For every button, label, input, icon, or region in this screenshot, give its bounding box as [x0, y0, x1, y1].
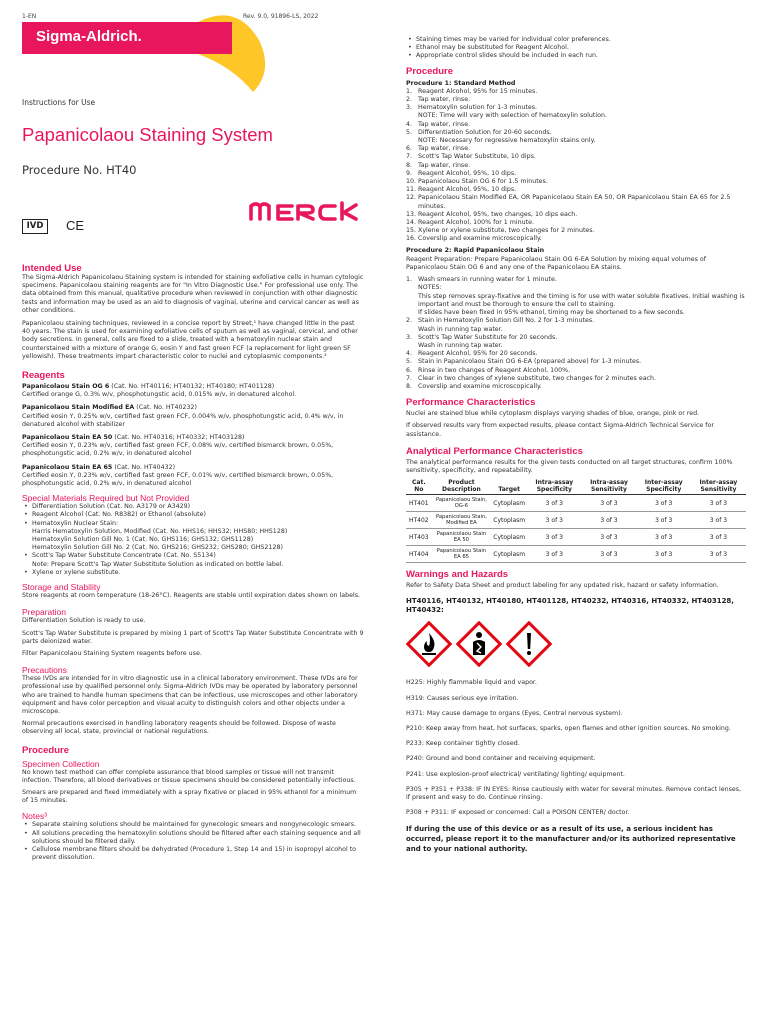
analytical-text: The analytical performance results for the given tests conducted on all target structures, confirm 100% sensitivity, specificity, and repeatability. [406, 458, 733, 474]
table-row [406, 546, 746, 563]
table-cell: 3 of 3 [527, 512, 581, 529]
merck-logo [248, 200, 360, 222]
step-item: 7. Clear in two changes of xylene substitute, two changes for 2 minutes each. [406, 374, 657, 382]
special-materials-heading: Special Materials Required but Not Provided [22, 493, 190, 504]
procedure-heading: Procedure [22, 744, 69, 756]
step-item: 6. Rinse in two changes of Reagent Alcohol, 100%. [406, 366, 571, 374]
step-item: 5. Stain in Papanicolaou Stain OG 6-EA (prepared above) for 1-3 minutes. [406, 358, 642, 366]
notes-heading: Notes³ [22, 811, 48, 822]
table-cell: 3 of 3 [581, 512, 636, 529]
hazard-statement: H225: Highly flammable liquid and vapor. [406, 679, 537, 687]
hazard-statement: P233: Keep container tightly closed. [406, 740, 520, 748]
table-cell: Papanicolaou Stain EA 50 [432, 529, 492, 546]
intended-use-text-2: Papanicolaou staining techniques, reviewed in a concise report by Street,¹ have changed little in the past 40 years. The stain is used for examining exfoliative cells of sputum as well as vaginal, cervical, and other body secretions. In general, cells are fixed to a slide, treated with a hematoxylin nuclear stain and counterstained with a mixture of orange G, eosin Y and fast green FCF (a replacement for light green SF yellowish). These treatments impart characteristic color to nuclei and cytoplasmic components.² [22, 320, 358, 360]
list-item: • All solutions preceding the hematoxylin solutions should be filtered after each staining sequence and all solutions should be filtered daily. [22, 830, 364, 846]
column-header: Target [491, 478, 527, 495]
warnings-heading: Warnings and Hazards [406, 569, 509, 581]
step-item: 2. Stain in Hematoxylin Solution Gill No. 2 for 1-3 minutes. Wash in running tap water. [406, 317, 595, 333]
table-cell: 3 of 3 [581, 495, 636, 512]
reagent-name: Papanicolaou Stain Modified EA [22, 404, 135, 412]
ce-mark: CE [66, 218, 85, 233]
storage-text: Store reagents at room temperature (18-26°C). Reagents are stable until expiration dates shown on labels. [22, 592, 361, 600]
table-cell: HT404 [406, 546, 432, 563]
reagent-name: Papanicolaou Stain EA 50 [22, 434, 113, 442]
reagent-desc: Certified eosin Y, 0.23% w/v, certified fast green FCF, 0.08% w/v, certified bismarck brown, 0.05%, phosphotungstic acid, 0.2% w/v, in denatured alcohol [22, 442, 334, 458]
list-item: • Staining times may be varied for individual color preferences. [406, 36, 746, 44]
hazard-statement: P305 + P351 + P338: IF IN EYES: Rinse cautiously with water for several minutes. Remove contact lenses, if present and easy to do. Continue rinsing. [406, 785, 742, 801]
table-cell: 3 of 3 [581, 546, 636, 563]
table-cell: Papanicolaou Stain EA 65 [432, 546, 492, 563]
list-item: • Reagent Alcohol (Cat. No. R8382) or Ethanol (absolute) [22, 511, 364, 519]
table-cell: HT402 [406, 512, 432, 529]
step-item: 3. Hematoxylin solution for 1-3 minutes. NOTE: Time will vary with selection of hematoxylin solution. [406, 104, 607, 120]
column-header: Inter-assay Sensitivity [691, 478, 746, 495]
brand-logo: Sigma-Aldrich. [36, 28, 142, 45]
reagent-item [22, 404, 364, 429]
table-row [406, 529, 746, 546]
performance-text: Nuclei are stained blue while cytoplasm displays varying shades of blue, orange, pink or red. [406, 410, 700, 418]
reagent-desc: Certified eosin Y, 0.25% w/v, certified fast green FCF, 0.004% w/v, phosphotungstic acid, 0.4% w/v, in denatured alcohol with stabilizer [22, 412, 344, 428]
specimen-heading: Specimen Collection [22, 758, 100, 769]
specimen-text: Smears are prepared and fixed immediately with a spray fixative or placed in 95% ethanol for a minimum of 15 minutes. [22, 788, 357, 805]
table-cell: 3 of 3 [691, 546, 746, 563]
performance-heading: Performance Characteristics [406, 397, 536, 409]
reagent-desc: Certified orange G, 0.3% w/v, phosphotungstic acid, 0.015% w/v, in denatured alcohol. [22, 391, 297, 399]
step-item: 10. Papanicolaou Stain OG 6 for 1.5 minutes. [406, 178, 548, 186]
step-item: 14. Reagent Alcohol, 100% for 1 minute. [406, 219, 535, 227]
table-cell: Cytoplasm [491, 546, 527, 563]
step-item: 9. Reagent Alcohol, 95%, 10 dips. [406, 169, 517, 177]
preparation-text: Filter Papanicolaou Staining System reagents before use. [22, 649, 202, 657]
flame-pictogram-icon [406, 621, 452, 667]
page-number: 1-EN [22, 13, 37, 20]
list-item: • Scott's Tap Water Substitute Concentrate (Cat. No. S5134) Note: Prepare Scott's Tap Water Substitute Solution as indicated on bottle label. [22, 552, 364, 568]
procedure2-prep: Reagent Preparation: Prepare Papanicolaou Stain OG 6-EA Solution by mixing equal volumes of Papanicolaou Stain OG 6 and any one of the Papanicolaou EA stains. [406, 255, 706, 272]
table-cell: 3 of 3 [637, 512, 691, 529]
exclamation-pictogram-icon [506, 621, 552, 667]
step-item: 12. Papanicolaou Stain Modified EA, OR Papanicolaou Stain EA 50, OR Papanicolaou Stain EA 65 for 2.5 minutes. [406, 194, 731, 210]
table-cell: Papanicolaou Stain, Modified EA [432, 512, 492, 529]
list-item: • Ethanol may be substituted for Reagent Alcohol. [406, 44, 746, 52]
reagent-item [22, 434, 364, 459]
procedure-number: Procedure No. HT40 [22, 163, 137, 177]
specimen-text: No known test method can offer complete assurance that blood samples or tissue will not transmit infection. Therefore, all blood derivatives or tissue specimens should be considered potentially infectious. [22, 768, 356, 784]
reagent-item [22, 383, 364, 399]
ghs-pictograms [406, 621, 746, 671]
procedure-heading-right: Procedure [406, 65, 453, 77]
table-cell: 3 of 3 [691, 495, 746, 512]
reagents-heading: Reagents [22, 370, 65, 382]
table-cell: Cytoplasm [491, 495, 527, 512]
list-item: • Cellulose membrane filters should be dehydrated (Procedure 1, Step 14 and 15) in isopropyl alcohol to prevent dissolution. [22, 846, 364, 862]
table-cell: 3 of 3 [581, 529, 636, 546]
step-item: 13. Reagent Alcohol, 95%, two changes, 10 dips each. [406, 210, 578, 218]
reagent-cat: (Cat. No. HT40316; HT40332; HT403128) [112, 434, 245, 442]
table-cell: 3 of 3 [691, 529, 746, 546]
step-item: 1. Wash smears in running water for 1 minute. NOTES: This step removes spray-fixative and the timing is for use with water soluble fixatives. Initial washing is important and must be thorough to ensure the cell to staining. If slides have been fixed in 95% ethanol, timing may be shortened to a few seconds. [406, 276, 745, 317]
precautions-heading: Precautions [22, 665, 67, 676]
column-header: Product Description [432, 478, 492, 495]
step-item: 8. Coverslip and examine microscopically. [406, 382, 542, 390]
list-item: • Separate staining solutions should be maintained for gynecologic smears and nongynecologic smears. [22, 821, 364, 829]
ivd-symbol: IVD [22, 219, 48, 234]
step-item: 8. Tap water, rinse. [406, 161, 471, 169]
step-item: 5. Differentiation Solution for 20-60 seconds. NOTE: Necessary for regressive hematoxylin stains only. [406, 128, 596, 145]
column-header: Inter-assay Specificity [637, 478, 691, 495]
page-title: Papanicolaou Staining System [22, 124, 273, 145]
column-header: Intra-assay Sensitivity [581, 478, 636, 495]
step-item: 4. Reagent Alcohol, 95% for 20 seconds. [406, 350, 538, 358]
reagent-cat: (Cat. No. HT40432) [112, 463, 176, 471]
reagent-item [22, 464, 364, 489]
column-header: Cat. No [406, 478, 432, 495]
table-cell: HT401 [406, 495, 432, 512]
hazard-statement: P210: Keep away from heat, hot surfaces, sparks, open flames and other ignition sources. No smoking. [406, 724, 731, 732]
table-row [406, 495, 746, 512]
step-item: 16. Coverslip and examine microscopically. [406, 235, 542, 243]
health-hazard-pictogram-icon [456, 621, 502, 667]
reagent-cat: (Cat. No. HT40232) [134, 404, 197, 412]
reagent-name: Papanicolaou Stain OG 6 [22, 383, 110, 391]
table-cell: 3 of 3 [527, 495, 581, 512]
precautions-text: Normal precautions exercised in handling laboratory reagents should be followed. Dispose of waste observing all local, state, provincial or national regulations. [22, 720, 336, 736]
step-item: 4. Tap water, rinse. [406, 120, 471, 128]
table-cell: Cytoplasm [491, 529, 527, 546]
step-item: 7. Scott's Tap Water Substitute, 10 dips. [406, 153, 536, 161]
precautions-text: These IVDs are intended for in vitro diagnostic use in a clinical laboratory environment. These IVDs are for professional use by qualified personnel only. Sigma-Aldrich IVDs may be operated by laboratory personnel who are trained to handle human specimens that can be infectious, use microscopes and other laboratory equipment and have color perception and visual acuity to distinguish colors and other objects under a microscope. [22, 675, 358, 715]
analytical-heading: Analytical Performance Characteristics [406, 445, 583, 457]
table-cell: 3 of 3 [637, 546, 691, 563]
revision-label: Rev. 9.0, 91896-LS, 2022 [243, 13, 319, 20]
step-item: 1. Reagent Alcohol, 95% for 15 minutes. [406, 87, 538, 95]
procedure2-heading: Procedure 2: Rapid Papanicolaou Stain [406, 246, 545, 254]
step-item: 6. Tap water, rinse. [406, 145, 471, 153]
list-item: • Appropriate control slides should be included in each run. [406, 52, 746, 60]
table-cell: 3 of 3 [527, 546, 581, 563]
list-item: • Hematoxylin Nuclear Stain: Harris Hematoxylin Solution, Modified (Cat. No. HHS16; HHS32; HHS80; HHS128) Hematoxylin Solution Gill No. 1 (Cat. No. GHS116; GHS132; GHS1128) Hematoxylin Solution Gill No. 2 (Cat. No. GHS216; GHS232; GHS280; GHS2128) [22, 520, 364, 553]
table-cell: Papanicolaou Stain, OG-6 [432, 495, 492, 512]
hazard-statement: H319: Causes serious eye irritation. [406, 694, 519, 702]
table-row [406, 512, 746, 529]
document-type: Instructions for Use [22, 98, 96, 107]
incident-notice: If during the use of this device or as a result of its use, a serious incident has occurred, please report it to the manufacturer and/or its authorized representative and to your national authority. [406, 825, 736, 854]
preparation-text: Scott's Tap Water Substitute is prepared by mixing 1 part of Scott's Tap Water Substitute Concentrate with 9 parts deionized water. [22, 629, 364, 645]
intended-use-text: The Sigma-Aldrich Papanicolaou Staining system is intended for staining exfoliative cells in human cytologic specimens. Papanicolaou staining reagents are for "In Vitro Diagnostic Use." For professional use only. The data obtained from this manual, qualitative procedure when reviewed in conjunction with other diagnostic tests and information may be used as an aid to diagnosis of vaginal, uterine and cervical cancer as well as other conditions. [22, 274, 364, 314]
table-cell: 3 of 3 [527, 529, 581, 546]
reagent-name: Papanicolaou Stain EA 65 [22, 463, 113, 471]
hazard-statement: P240: Ground and bond container and receiving equipment. [406, 755, 596, 763]
step-item: 3. Scott's Tap Water Substitute for 20 seconds. Wash in running tap water. [406, 333, 558, 349]
list-item: • Differentiation Solution (Cat. No. A3179 or A3429) [22, 503, 364, 511]
warnings-catalog: HT40116, HT40132, HT40180, HT401128, HT40232, HT40316, HT40332, HT403128, HT40432: [406, 597, 734, 615]
hazard-statement: P308 + P311: IF exposed or concerned: Call a POISON CENTER/ doctor. [406, 809, 630, 817]
preparation-heading: Preparation [22, 607, 66, 618]
preparation-text: Differentiation Solution is ready to use. [22, 617, 146, 625]
column-header: Intra-assay Specificity [527, 478, 581, 495]
table-cell: 3 of 3 [637, 529, 691, 546]
performance-text: If observed results vary from expected results, please contact Sigma-Aldrich Technical Service for assistance. [406, 422, 714, 438]
step-item: 11. Reagent Alcohol, 95%, 10 dips. [406, 186, 517, 194]
reagent-cat: (Cat. No. HT40116; HT40132; HT40180; HT401128) [109, 383, 275, 391]
storage-heading: Storage and Stability [22, 582, 101, 593]
hazard-statement: H371: May cause damage to organs (Eyes, Central nervous system). [406, 709, 623, 717]
hazard-statement: P241: Use explosion-proof electrical/ ventilating/ lighting/ equipment. [406, 770, 625, 778]
reagent-desc: Certified eosin Y, 0.23% w/v, certified fast green FCF, 0.01% w/v, certified bismarck brown, 0.05%, phosphotungstic acid, 0.2% w/v, in denatured alcohol [22, 471, 334, 488]
performance-table [406, 478, 746, 563]
step-item: 2. Tap water, rinse. [406, 96, 471, 104]
intended-use-heading: Intended Use [22, 263, 82, 274]
list-item: • Xylene or xylene substitute. [22, 569, 364, 577]
procedure1-heading: Procedure 1: Standard Method [406, 79, 516, 87]
table-cell: 3 of 3 [691, 512, 746, 529]
table-cell: Cytoplasm [491, 512, 527, 529]
warnings-intro: Refer to Safety Data Sheet and product labeling for any updated risk, hazard or safety information. [406, 582, 719, 590]
table-cell: HT403 [406, 529, 432, 546]
step-item: 15. Xylene or xylene substitute, two changes for 2 minutes. [406, 227, 595, 235]
table-cell: 3 of 3 [637, 495, 691, 512]
